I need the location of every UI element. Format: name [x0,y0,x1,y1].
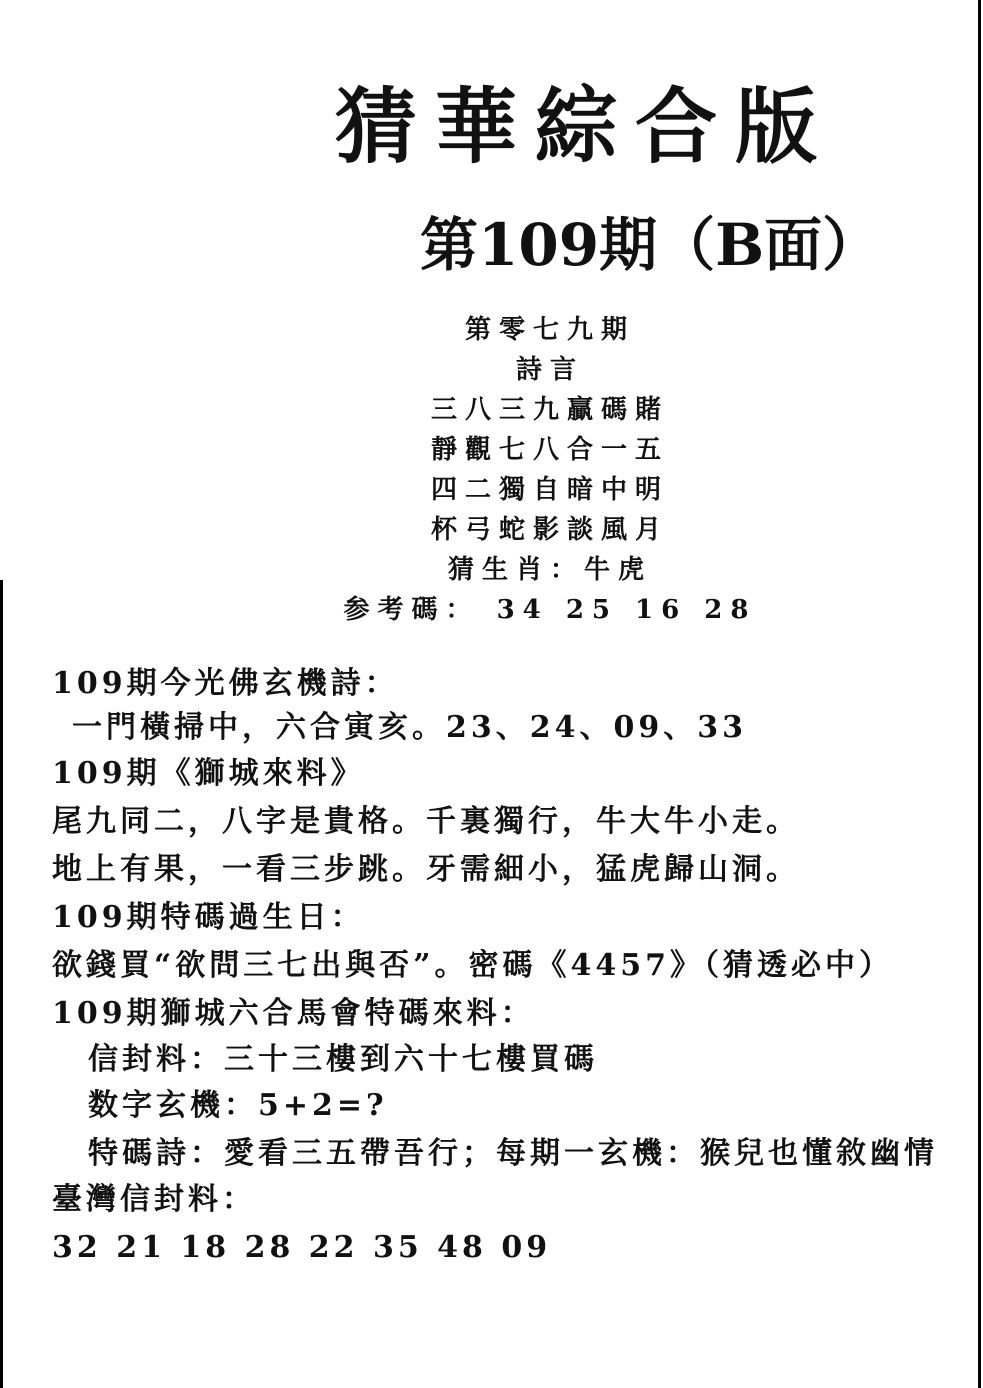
poem-heading: 詩言 [515,355,584,385]
body-line-13: 32 21 18 28 22 35 48 09 [52,1230,552,1265]
body-line-9: 信封料：三十三樓到六十七樓買碼 [88,1042,598,1077]
poem-block [300,310,800,630]
poem-reference-codes: 参考碼： 34 25 16 28 [343,595,757,625]
poem-period: 第零七九期 [464,315,635,345]
body-line-1: 109期今光佛玄機詩： [52,666,399,701]
body-line-11: 特碼詩：愛看三五帶吾行；每期一玄機：猴兒也懂敘幽情 [88,1136,938,1171]
body-line-7: 欲錢買“欲問三七出與否”。密碼《4457》（猜透必中） [52,948,894,983]
body-line-2: 一門橫掃中，六合寅亥。23、24、09、33 [72,710,747,745]
body-line-6: 109期特碼過生日： [52,900,365,935]
body-line-8: 109期獅城六合馬會特碼來料： [52,996,535,1031]
body-line-3: 109期《獅城來料》 [52,756,365,791]
poem-line-1: 三八三九贏碼賭 [430,395,669,425]
poem-line-2: 靜觀七八合一五 [430,435,669,465]
masthead-title: 猜華綜合版 [335,80,836,175]
body-line-4: 尾九同二，八字是貴格。千裏獨行，牛大牛小走。 [52,804,800,839]
issue-title: 第109期（B面） [420,211,881,279]
poem-line-4: 杯弓蛇影談風月 [430,515,669,545]
right-border-line [978,0,981,1388]
body-line-5: 地上有果，一看三步跳。牙需細小，猛虎歸山洞。 [52,852,800,887]
left-border-line [0,580,3,1388]
poem-line-3: 四二獨自暗中明 [430,475,669,505]
body-line-10: 数字玄機：5+2=? [88,1088,388,1123]
body-line-12: 臺灣信封料： [52,1182,256,1217]
poem-zodiac: 猜生肖：牛虎 [447,555,652,585]
